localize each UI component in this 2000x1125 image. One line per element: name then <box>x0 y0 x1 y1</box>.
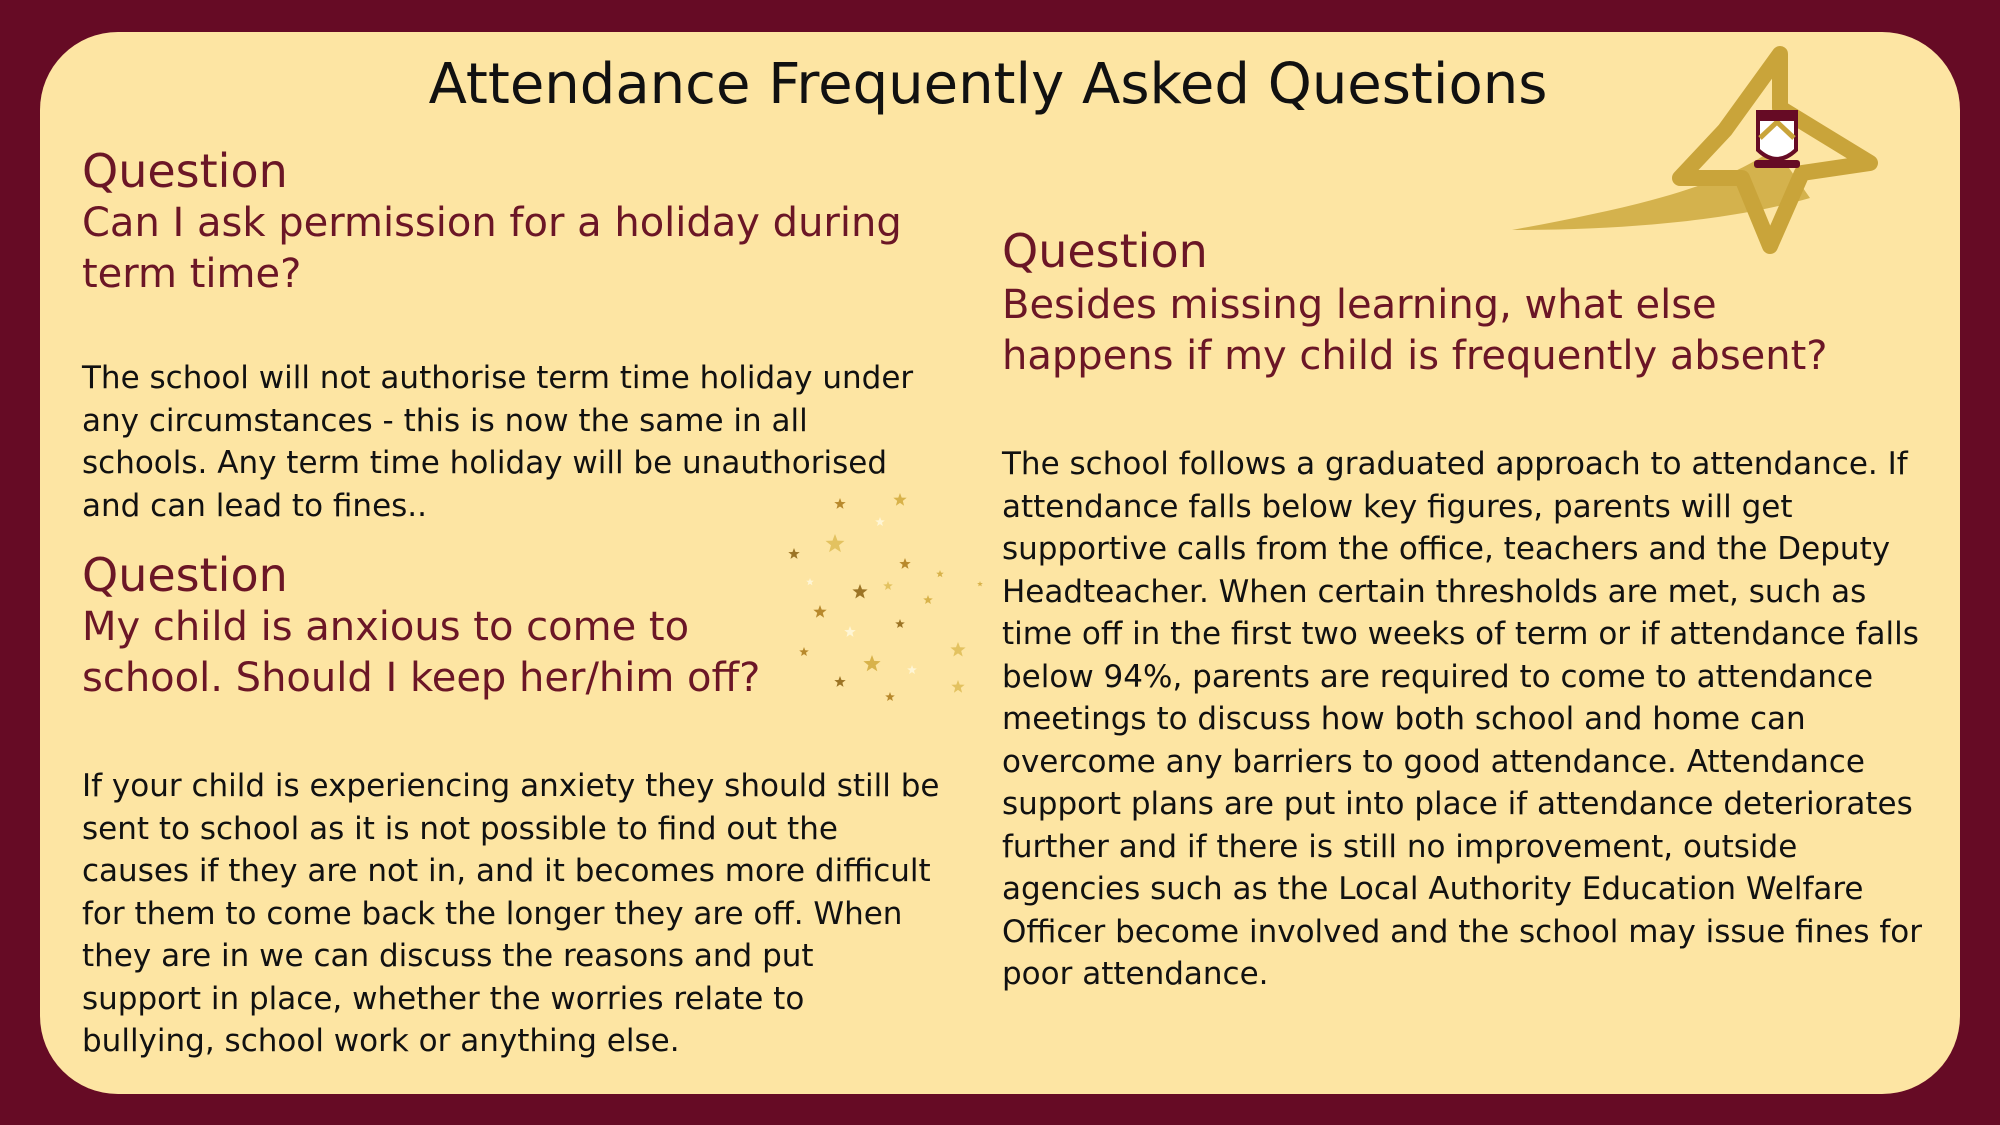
answer-2-text: If your child is experiencing anxiety they should still be sent to school as it is not possible to find out the causes if they are not in, and it becomes more difficult for them to come back the longer they are off. When they are in we can discuss the reasons and put support in place, whether the worries relate to bullying, school work or anything else. <box>82 768 940 1059</box>
sparkle-star-icon <box>951 680 964 693</box>
sparkle-star-icon <box>977 581 983 586</box>
sparkle-star-icon <box>907 665 917 674</box>
question-1-text: Can I ask permission for a holiday during term time? <box>82 200 902 297</box>
question-2-label: Question <box>82 548 288 602</box>
sparkle-star-icon <box>788 548 799 559</box>
sparkle-star-icon <box>950 642 965 657</box>
sparkle-star-icon <box>899 558 910 569</box>
sparkle-star-icon <box>844 626 855 637</box>
sparkle-star-icon <box>863 655 880 671</box>
sparkle-star-icon <box>852 584 867 599</box>
page-title: Attendance Frequently Asked Questions <box>428 52 1548 117</box>
question-1-label: Question <box>82 144 288 198</box>
school-crest-star-logo <box>1510 38 1890 258</box>
sparkle-star-icon <box>883 581 893 590</box>
answer-1-text: The school will not authorise term time holiday under any circumstances - this is now the same in all schools. Any term time holiday will be unauthorised and can lead to fines.. <box>82 360 914 524</box>
sparkle-star-icon <box>826 534 845 552</box>
question-3-label: Question <box>1002 224 1208 278</box>
question-3-text: Besides missing learning, what else happens if my child is frequently absent? <box>1002 282 1828 379</box>
sparkle-star-icon <box>936 570 944 577</box>
sparkle-star-icon <box>923 595 933 604</box>
sparkle-star-icon <box>806 578 814 585</box>
slide-panel <box>40 32 1960 1094</box>
sparkle-star-icon <box>895 619 905 628</box>
question-2-text: My child is anxious to come to school. Should I keep her/him off? <box>82 604 761 701</box>
answer-3-text: The school follows a graduated approach to attendance. If attendance falls below key figures, parents will get supportive calls from the office, teachers and the Deputy Headteacher. When certain thresholds are met, such as time off in the first two weeks of term or if attendance falls below 94%, parents are required to come to attendance meetings to discuss how both school and home can overcome any barriers to good attendance. Attendance support plans are put into place if attendance deteriorates further and if there is still no improvement, outside agencies such as the Local Authority Education Welfare Officer become involved and the school may issue fines for poor attendance. <box>1002 446 1923 992</box>
sparkle-star-icon <box>885 692 895 701</box>
